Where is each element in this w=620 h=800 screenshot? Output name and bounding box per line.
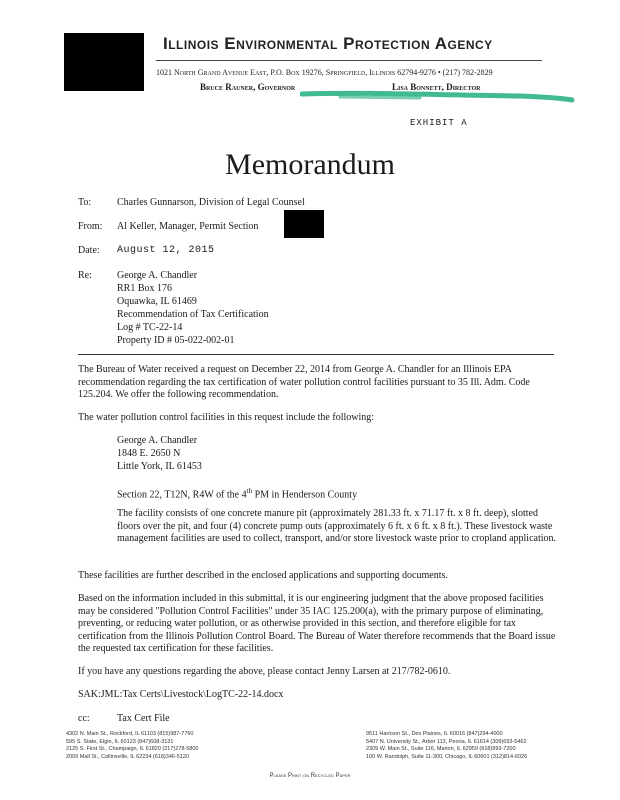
agency-address: 1021 North Grand Avenue East, P.O. Box 19276, Springfield, Illinois 62794-9276 • (217) 782-2829 (156, 68, 493, 77)
contact-paragraph: If you have any questions regarding the above, please contact Jenny Larsen at 217/782-0610. (78, 666, 451, 677)
supporting-docs-paragraph: These facilities are further described in the enclosed applications and supporting documents. (78, 570, 448, 581)
footer-office: 100 W. Randolph, Suite 11-300, Chicago, IL 60601 (312)814-6026 (366, 753, 528, 760)
facility-address-line: George A. Chandler (117, 435, 198, 446)
footer-office: 5407 N. University St., Arbor 113, Peoria, IL 61614 (309)693-5462 (366, 738, 527, 745)
footer-offices-right (366, 731, 527, 761)
intro-paragraph: The Bureau of Water received a request on December 22, 2014 from George A. Chandler for an Illinois EPA recommendation regarding the tax certification of water pollution control facilities pursuant to 35 Ill. Adm. Code 125.204. We offer the following recommendation. (78, 364, 530, 400)
location-text: Section 22, T12N, R4W of the 4 (117, 489, 247, 501)
to-value: Charles Gunnarson, Division of Legal Counsel (117, 197, 305, 208)
cc-value: Tax Cert File (117, 713, 170, 724)
footer-office: 2125 S. First St., Champaign, IL 61820 (217)278-5800 (66, 746, 199, 752)
re-line: George A. Chandler (117, 270, 198, 281)
re-label: Re: (78, 270, 92, 281)
facility-address-line: Little York, IL 61453 (117, 461, 202, 472)
location-text-end: PM in Henderson County (252, 489, 358, 501)
judgment-paragraph: Based on the information included in this submittal, it is our engineering judgment that the above proposed facilities may be considered "Pollution Control Facilities" under 35 IAC 125.200(a), with the primary purpose of eliminating, preventing, or reducing water pollution, or as otherwise provided in this section, and therefore eligible for tax certification from the Illinois Pollution Control Board. The Bureau of Water therefore recommends that the Board issue the requested tax certification for these facilities. (78, 593, 556, 654)
re-line: Log # TC-22-14 (117, 322, 183, 333)
facilities-intro: The water pollution control facilities in this request include the following: (78, 412, 375, 423)
re-line: RR1 Box 176 (117, 283, 173, 294)
header-divider (78, 354, 554, 355)
footer-office: 2309 W. Main St., Suite 116, Marion, IL 62959 (618)993-7200 (366, 746, 516, 752)
cc-label: cc: (78, 713, 90, 724)
re-line: Recommendation of Tax Certification (117, 309, 269, 320)
redacted-logo-block (64, 33, 144, 91)
footer-office: 9511 Harrison St., Des Plaines, IL 60016 (847)294-4000 (366, 731, 503, 737)
file-reference: SAK:JML:Tax Certs\Livestock\LogTC-22-14.docx (78, 689, 284, 700)
re-line: Oquawka, IL 61469 (117, 296, 197, 307)
memo-title: Memorandum (225, 148, 395, 181)
date-value: August 12, 2015 (117, 245, 215, 256)
to-label: To: (78, 197, 92, 208)
from-label: From: (78, 221, 103, 232)
redacted-initials (284, 210, 324, 238)
footer-offices-left (66, 731, 199, 761)
exhibit-label: EXHIBIT A (410, 118, 468, 128)
date-label: Date: (78, 245, 100, 256)
location-superscript: th (246, 487, 253, 495)
facility-location (117, 485, 557, 502)
footer-office: 595 S. State, Elgin, IL 60123 (847)608-3131 (66, 738, 174, 745)
recycled-paper-note: Please Print on Recycled Paper (269, 773, 351, 779)
re-line: Property ID # 05-022-002-01 (117, 335, 235, 346)
highlighter-mark (300, 86, 580, 110)
footer-office: 2009 Mall St., Collinsville, IL 62234 (618)346-5120 (66, 753, 190, 760)
director-name: Lisa Bonnett, Director (392, 82, 481, 92)
from-value: Al Keller, Manager, Permit Section (117, 221, 259, 232)
governor-name: Bruce Rauner, Governor (200, 82, 296, 92)
letterhead-rule (156, 60, 542, 61)
facility-address-line: 1848 E. 2650 N (117, 448, 181, 459)
agency-name: Illinois Environmental Protection Agency (163, 34, 493, 53)
footer-office: 4302 N. Main St., Rockford, IL 61103 (815)987-7760 (66, 731, 194, 737)
facility-description: The facility consists of one concrete manure pit (approximately 281.33 ft. x 71.17 ft. x 8 ft. deep), slotted floors over the pit, and four (4) concrete pump outs (approximately 6 ft. x 6 ft. x 8 ft.). These livestock waste management facilities are used to collect, transport, and/or store livestock waste prior to cropland application. (117, 508, 557, 544)
